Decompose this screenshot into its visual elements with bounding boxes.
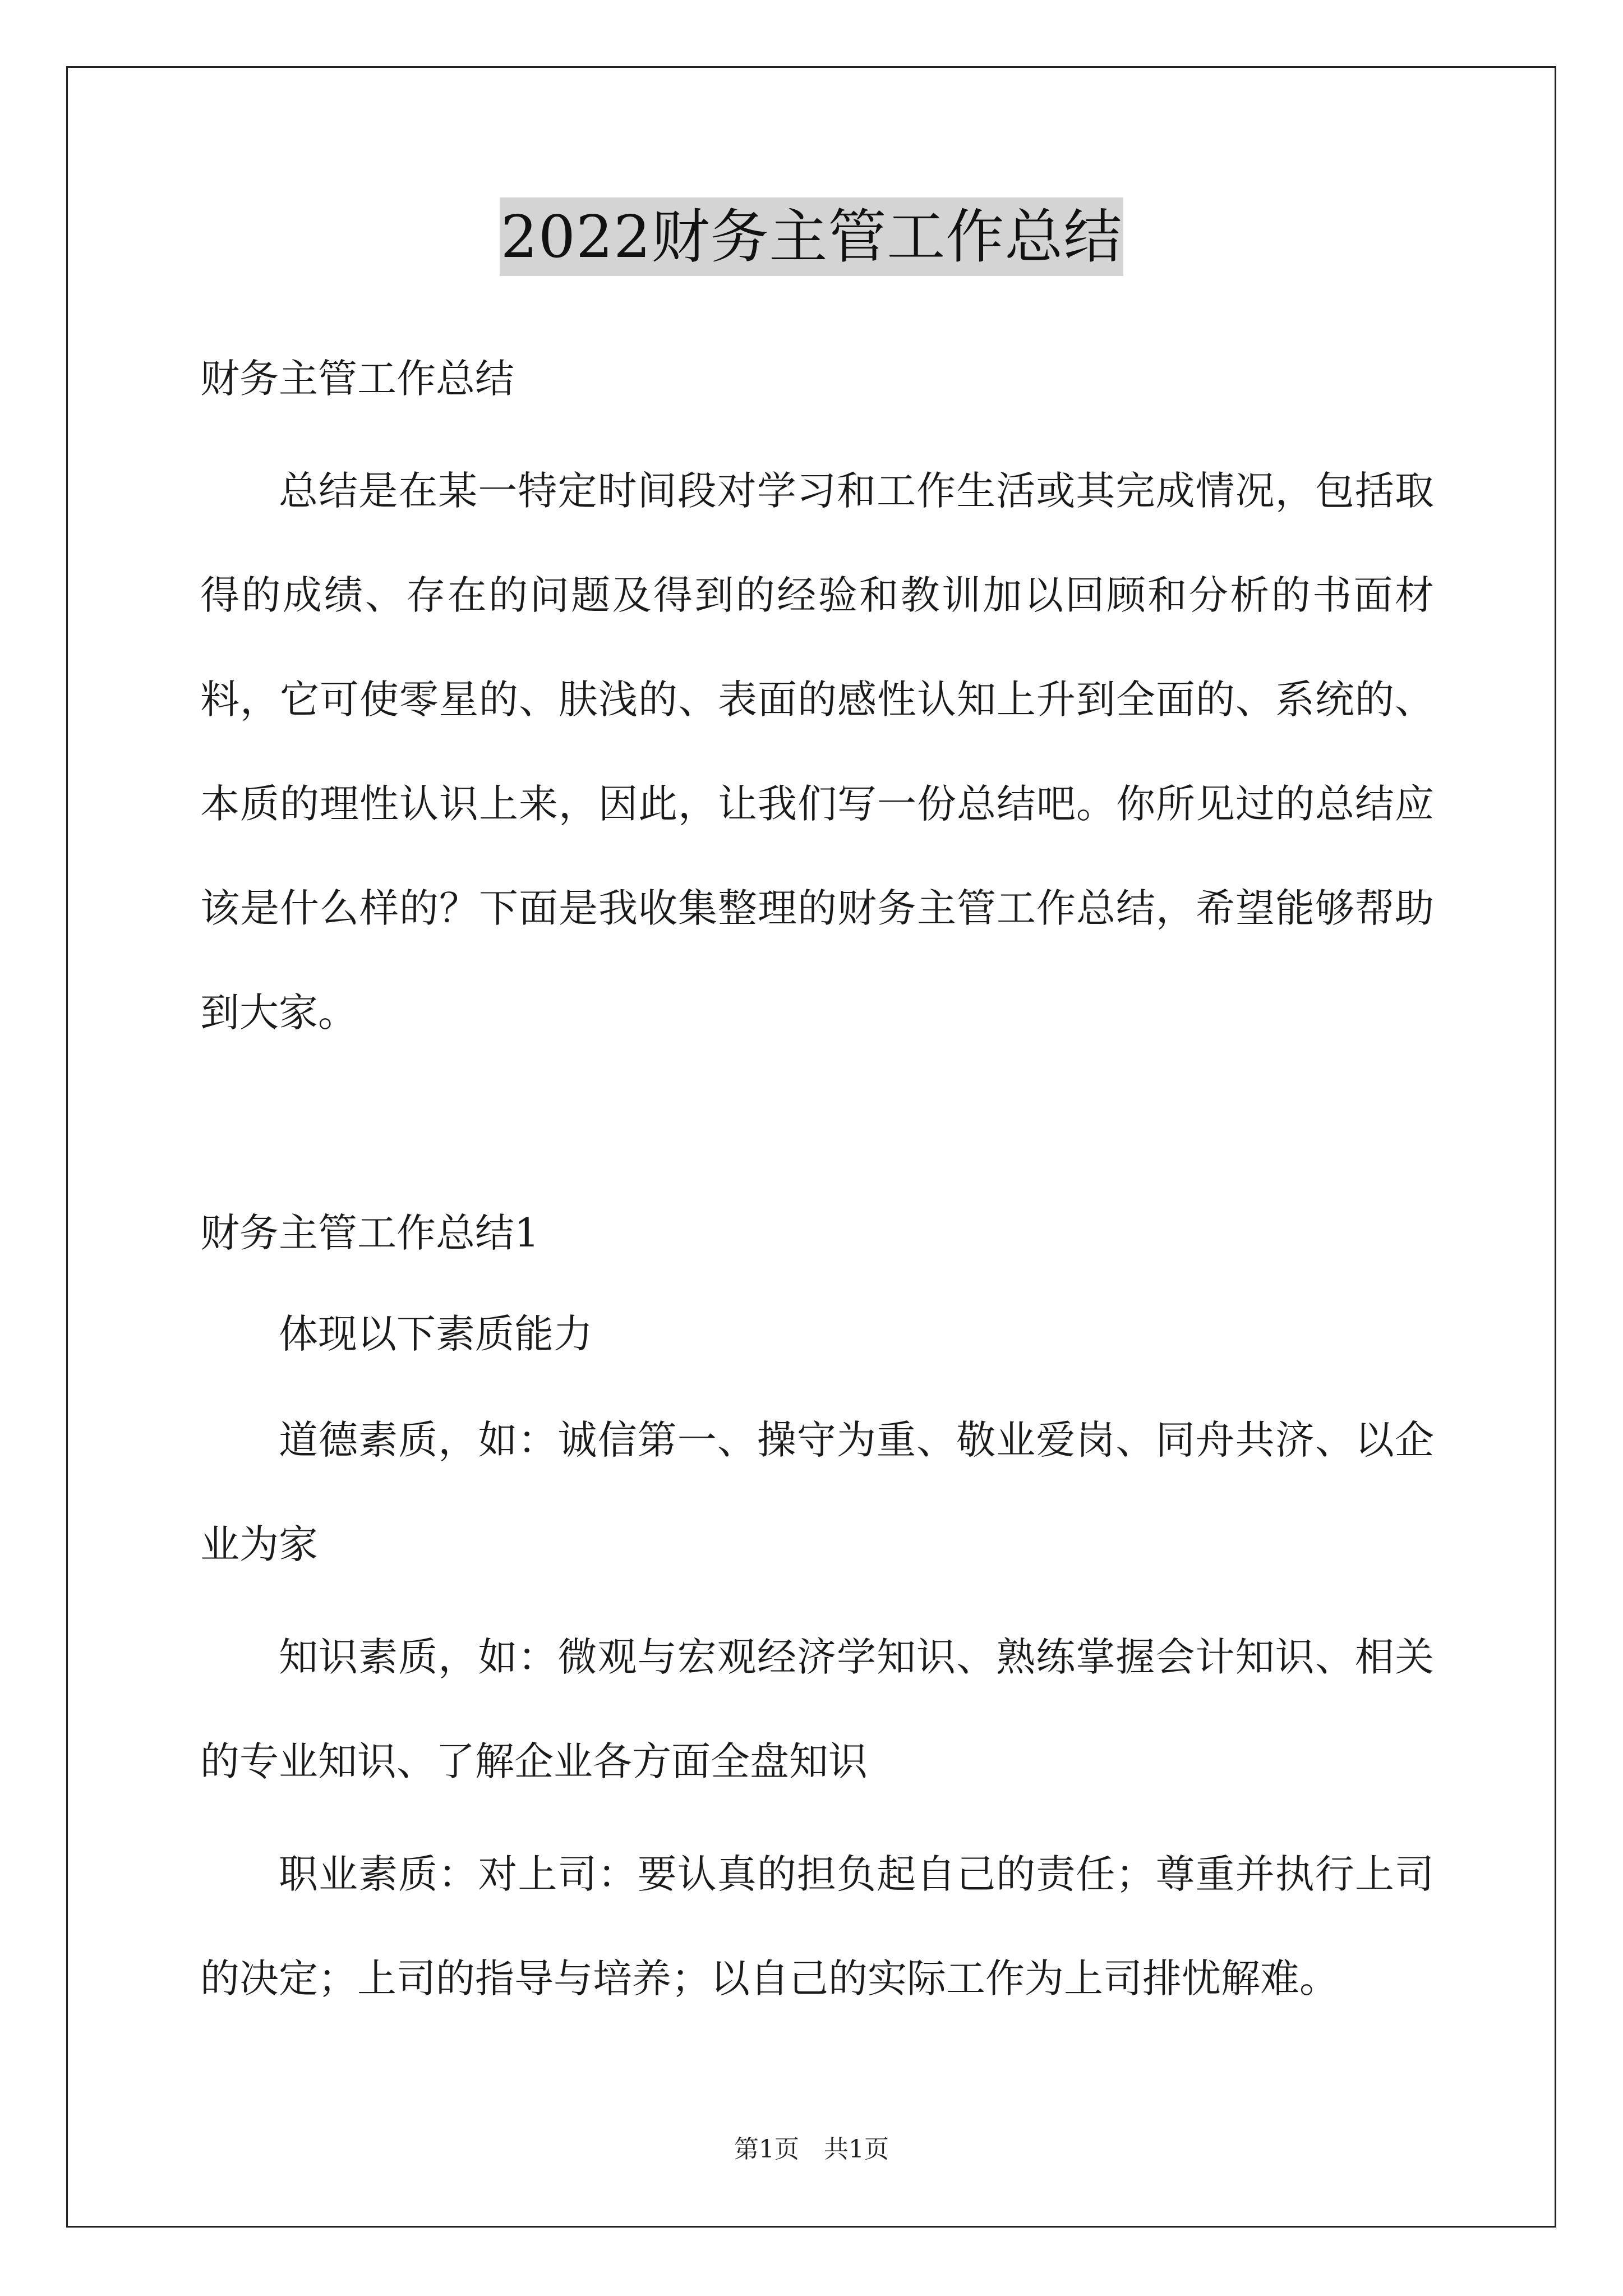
intro-paragraph: 总结是在某一特定时间段对学习和工作生活或其完成情况，包括取得的成绩、存在的问题及得到的经验和教训加以回顾和分析的书面材料，它可使零星的、肤浅的、表面的感性认知上升到全面的、系统的、本质的理性认识上来，因此，让我们写一份总结吧。你所见过的总结应该是什么样的？下面是我收集整理的财务主管工作总结，希望能够帮助到大家。: [200, 468, 1434, 1036]
knowledge-quality-paragraph: 知识素质，如：微观与宏观经济学知识、熟练掌握会计知识、相关的专业知识、了解企业各方面全盘知识: [200, 1634, 1434, 1784]
section-heading: 财务主管工作总结1: [200, 1210, 540, 1256]
page-footer: 第1页 共1页: [734, 2135, 889, 2164]
moral-quality-paragraph: 道德素质，如：诚信第一、操守为重、敬业爱岗、同舟共济、以企业为家: [200, 1417, 1434, 1567]
professional-quality-paragraph: 职业素质：对上司：要认真的担负起自己的责任；尊重并执行上司的决定；上司的指导与培养；以自己的实际工作为上司排忧解难。: [200, 1851, 1434, 2001]
document-title: 2022财务主管工作总结: [500, 197, 1124, 276]
subtitle: 财务主管工作总结: [200, 356, 514, 402]
abilities-heading: 体现以下素质能力: [279, 1311, 593, 1357]
title-wrapper: [0, 197, 1623, 276]
